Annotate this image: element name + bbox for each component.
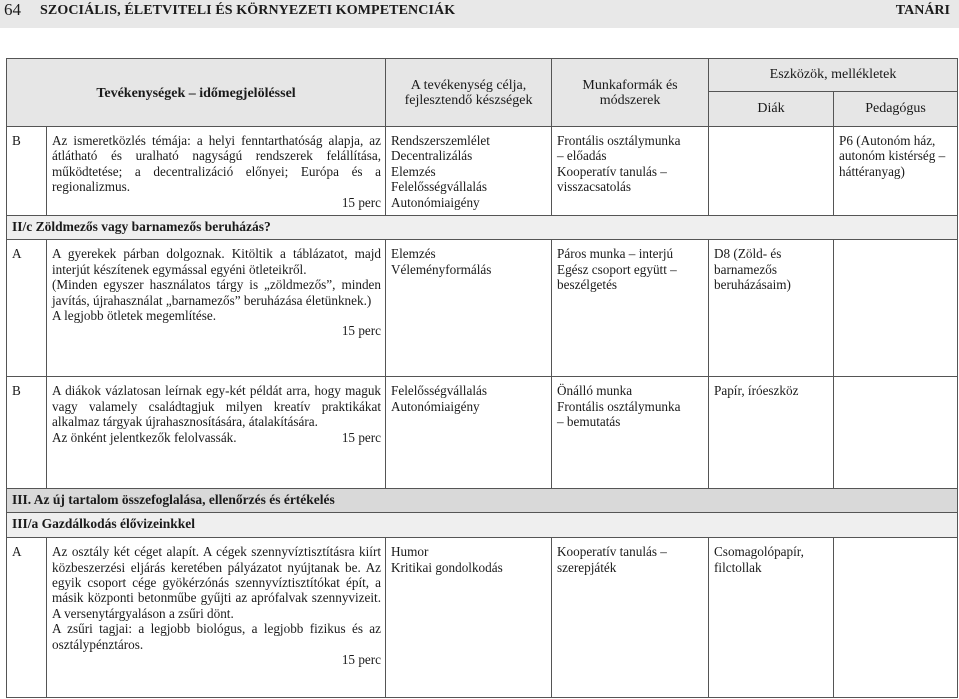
audience-label: TANÁRI <box>895 3 950 18</box>
teacher-tools-cell <box>834 240 958 377</box>
chapter-title: SZOCIÁLIS, ÉLETVITELI ÉS KÖRNYEZETI KOMPETENCIÁK <box>40 3 456 18</box>
activity-cell <box>47 240 386 377</box>
activity-cell <box>47 538 386 698</box>
section-title: III/a Gazdálkodás élővizeinkkel <box>7 513 958 538</box>
forms-cell: Páros munka – interjú Egész csoport együtt – beszélgetés <box>552 240 709 377</box>
row-type-letter: A <box>7 538 47 698</box>
activity-cell <box>47 377 386 488</box>
section-row <box>7 488 958 513</box>
teacher-tools-cell <box>834 538 958 698</box>
forms-cell: Frontális osztálymunka – előadás Kooperatív tanulás – visszacsatolás <box>552 127 709 216</box>
student-tools-cell <box>709 127 834 216</box>
forms-cell: Kooperatív tanulás – szerepjáték <box>552 538 709 698</box>
col-header-tools: Eszközök, mellékletek <box>709 59 958 92</box>
student-tools-cell: Csomagolópapír, filctollak <box>709 538 834 698</box>
activity-time: 15 perc <box>341 652 382 668</box>
page-number: 64 <box>4 0 21 19</box>
col-header-teacher: Pedagógus <box>834 91 958 126</box>
goal-cell: Felelősségvállalás Autonómiaigény <box>386 377 552 488</box>
table-row <box>7 538 958 698</box>
goal-cell: Rendszerszemlélet Decentralizálás Elemzés Felelősségvállalás Autonómiaigény <box>386 127 552 216</box>
activity-text: Az osztály két céget alapít. A cégek szennyvíztisztításra kiírt közbeszerzési eljárás keretében pályázatot nyújtanak be. Az egyik csoport cége gyökérzónás szennyvíztisztítókat épít, a másik központi betonműbe gyűjti az aprófalvak szennyvizeit. A versenytárgyaláson a zsűri dönt. A zsűri tagjai: a legjobb biológus, a legjobb fizikus és az osztálypénztáros. <box>52 544 382 652</box>
activity-text: A gyerekek párban dolgoznak. Kitöltik a táblázatot, majd interjút készítenek egymással egyéni ötleteikről. (Minden egyszer használatos tárgy is „zöldmezős”, minden javítás, újrahasználat „barnamezős” beruházása életünknek.) A legjobb ötletek megemlítése. <box>52 246 382 323</box>
section-row <box>7 513 958 538</box>
col-header-activities: Tevékenységek – időmegjelöléssel <box>7 59 386 127</box>
activity-time: 15 perc <box>341 430 382 446</box>
table-row <box>7 377 958 488</box>
activity-time: 15 perc <box>341 194 382 210</box>
activity-text: A diákok vázlatosan leírnak egy-két példát arra, hogy maguk vagy valamely családtagjuk milyen kreatív praktikákat alkalmaz tárgyak újrahasznosítására, átalakítására. Az önként jelentkezők felolvassák. <box>52 383 382 445</box>
col-header-forms: Munkaformák és módszerek <box>552 59 709 127</box>
col-header-student: Diák <box>709 91 834 126</box>
activity-text: Az ismeretközlés témája: a helyi fenntarthatóság alapja, az átlátható és uralható nagyságú rendszerek felállítása, működtetése; a decentralizáció előnyei; Európa és a regionalizmus. <box>52 133 382 195</box>
section-row <box>7 215 958 240</box>
section-title: II/c Zöldmezős vagy barnamezős beruházás? <box>7 215 958 240</box>
page-header <box>0 0 959 28</box>
row-type-letter: B <box>7 377 47 488</box>
forms-cell: Önálló munka Frontális osztálymunka – bemutatás <box>552 377 709 488</box>
student-tools-cell: Papír, íróeszköz <box>709 377 834 488</box>
goal-cell: Elemzés Véleményformálás <box>386 240 552 377</box>
row-type-letter: A <box>7 240 47 377</box>
teacher-tools-cell <box>834 377 958 488</box>
activity-time: 15 perc <box>341 323 382 339</box>
lesson-plan-table <box>6 58 958 698</box>
table-row <box>7 240 958 377</box>
col-header-goal: A tevékenység célja, fejlesztendő készségek <box>386 59 552 127</box>
student-tools-cell: D8 (Zöld- és barnamezős beruházásaim) <box>709 240 834 377</box>
activity-cell <box>47 127 386 216</box>
teacher-tools-cell: P6 (Autonóm ház, autonóm kistérség – háttéranyag) <box>834 127 958 216</box>
section-title: III. Az új tartalom összefoglalása, ellenőrzés és értékelés <box>7 488 958 513</box>
goal-cell: Humor Kritikai gondolkodás <box>386 538 552 698</box>
row-type-letter: B <box>7 127 47 216</box>
table-row <box>7 127 958 216</box>
